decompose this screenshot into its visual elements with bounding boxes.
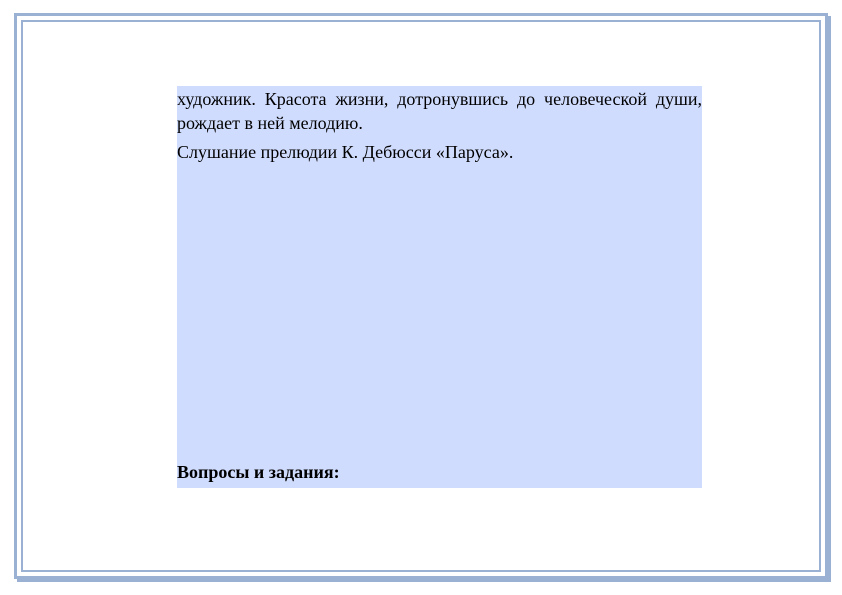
page-border-shadow-right: [828, 16, 831, 582]
page-border-shadow-bottom: [17, 579, 831, 582]
paragraph-artist-beauty: художник. Красота жизни, дотронувшись до человеческой души, рождает в ней мелодию.: [177, 89, 702, 133]
questions-heading: Вопросы и задания:: [177, 462, 340, 482]
paragraph-debussy-listening: Слушание прелюдии К. Дебюсси «Паруса».: [177, 142, 514, 162]
highlighted-text-block: [177, 86, 702, 488]
